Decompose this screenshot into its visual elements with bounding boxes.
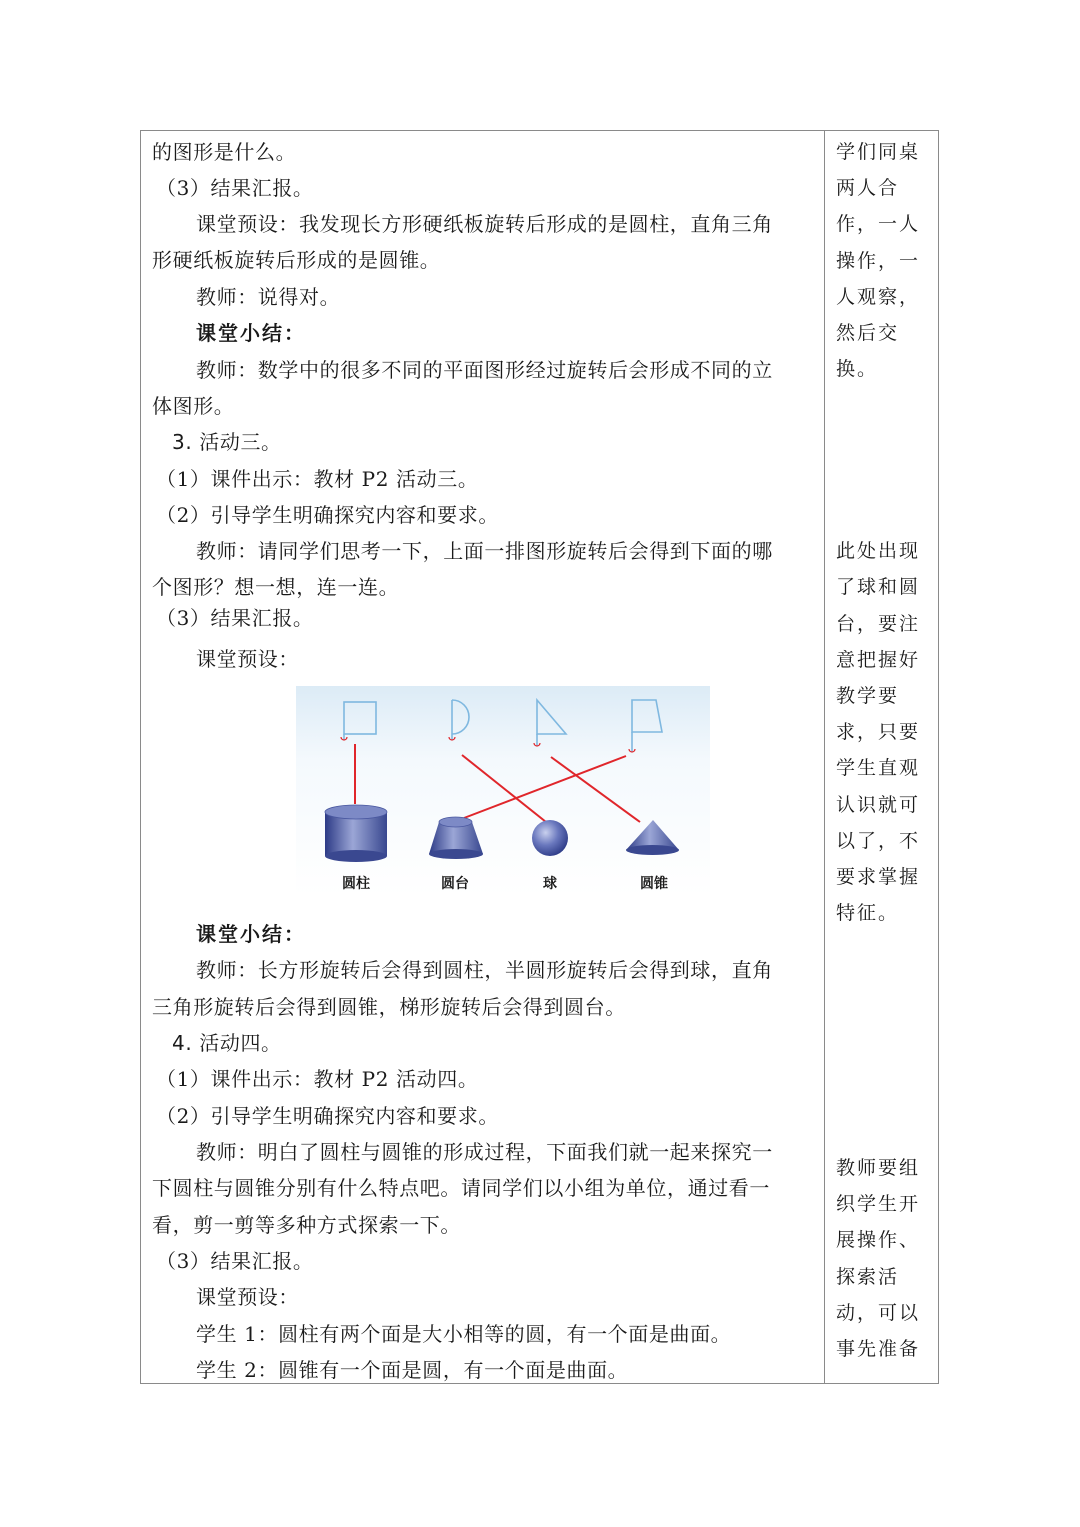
note-line: 换。	[836, 358, 879, 380]
label-frustum: 圆台	[441, 876, 469, 892]
text-line: 教师：数学中的很多不同的平面图形经过旋转后会形成不同的立	[196, 358, 773, 382]
note-line: 然后交	[836, 322, 900, 344]
text-line: （1）课件出示：教材 P2 活动四。	[156, 1067, 479, 1091]
text-line: 下圆柱与圆锥分别有什么特点吧。请同学们以小组为单位，通过看一	[152, 1176, 770, 1200]
text-line: （3）结果汇报。	[156, 176, 314, 200]
note-line: 作，一人	[836, 213, 921, 235]
text-line: 课堂预设：我发现长方形硬纸板旋转后形成的是圆柱，直角三角	[196, 212, 773, 236]
note-line: 台，要注	[836, 613, 921, 635]
cylinder-solid	[325, 805, 387, 862]
note-line: 展操作、	[836, 1229, 921, 1251]
text-line: 学生 2：圆锥有一个面是圆，有一个面是曲面。	[196, 1358, 629, 1382]
note-line: 了球和圆	[836, 576, 921, 598]
text-line: 体图形。	[152, 394, 235, 418]
note-line: 织学生开	[836, 1193, 921, 1215]
label-cone: 圆锥	[640, 876, 668, 892]
note-line: 教师要组	[836, 1157, 921, 1179]
text-line: （2）引导学生明确探究内容和要求。	[156, 1104, 499, 1128]
label-ball: 球	[543, 876, 557, 892]
text-line: 教师：请同学们思考一下，上面一排图形旋转后会得到下面的哪	[196, 539, 773, 563]
note-line: 探索活	[836, 1266, 900, 1288]
section-heading: 4. 活动四。	[172, 1031, 282, 1055]
text-line: 看，剪一剪等多种方式探索一下。	[152, 1213, 461, 1237]
rotation-matching-figure	[296, 686, 710, 896]
note-line: 以了，不	[836, 830, 921, 852]
note-line: 此处出现	[836, 540, 921, 562]
text-line: （1）课件出示：教材 P2 活动三。	[156, 467, 479, 491]
note-line: 事先准备	[836, 1338, 921, 1360]
text-line: （3）结果汇报。	[156, 606, 314, 630]
note-line: 意把握好	[836, 649, 921, 671]
note-line: 特征。	[836, 902, 900, 924]
figure-svg	[296, 686, 710, 896]
label-cylinder: 圆柱	[342, 876, 370, 892]
text-line: 学生 1：圆柱有两个面是大小相等的圆，有一个面是曲面。	[196, 1322, 732, 1346]
note-line: 动，可以	[836, 1302, 921, 1324]
text-line: 教师：长方形旋转后会得到圆柱，半圆形旋转后会得到球，直角	[196, 958, 773, 982]
section-heading: 3. 活动三。	[172, 430, 282, 454]
note-line: 教学要	[836, 685, 900, 707]
note-line: 学生直观	[836, 757, 921, 779]
figure-background	[296, 686, 710, 896]
text-line: 教师：说得对。	[196, 285, 341, 309]
text-line: 教师：明白了圆柱与圆锥的形成过程，下面我们就一起来探究一	[196, 1140, 773, 1164]
note-line: 学们同桌	[836, 141, 921, 163]
note-line: 人观察，	[836, 286, 921, 308]
note-line: 操作，一	[836, 250, 921, 272]
text-line: （2）引导学生明确探究内容和要求。	[156, 503, 499, 527]
text-line: （3）结果汇报。	[156, 1249, 314, 1273]
note-line: 求，只要	[836, 721, 921, 743]
text-line: 课堂预设：	[196, 1285, 299, 1309]
note-line: 要求掌握	[836, 866, 921, 888]
text-line: 三角形旋转后会得到圆锥，梯形旋转后会得到圆台。	[152, 995, 626, 1019]
note-line: 认识就可	[836, 794, 921, 816]
note-line: 两人合	[836, 177, 900, 199]
ball-solid	[532, 820, 568, 856]
text-line: 个图形？想一想，连一连。	[152, 575, 400, 599]
text-line: 的图形是什么。	[152, 140, 297, 164]
text-line: 课堂预设：	[196, 647, 299, 671]
text-line: 形硬纸板旋转后形成的是圆锥。	[152, 248, 441, 272]
summary-heading: 课堂小结：	[196, 922, 306, 946]
summary-heading: 课堂小结：	[196, 321, 306, 345]
column-divider	[824, 130, 825, 1384]
